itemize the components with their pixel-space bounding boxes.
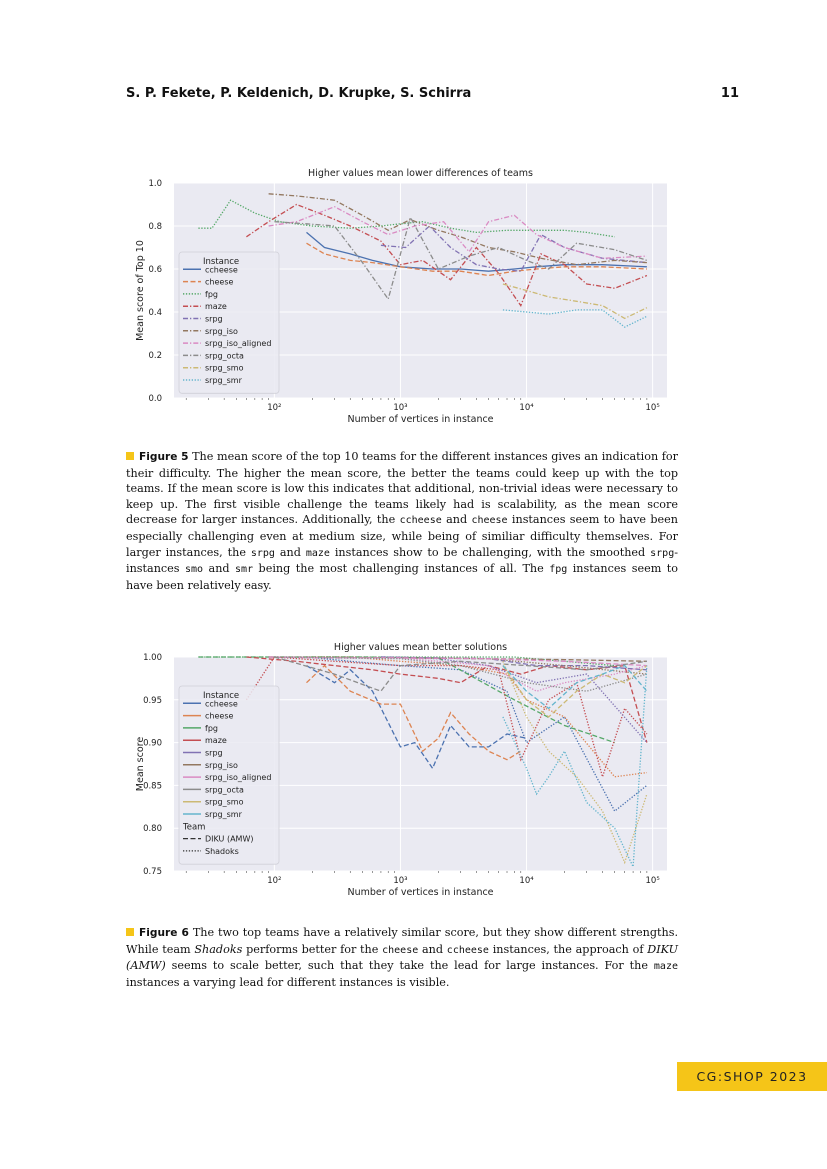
x-tick-label: 10⁵ [645, 876, 660, 886]
legend-entry-srpg_iso: srpg_iso [205, 326, 238, 336]
caption-marker [126, 928, 134, 936]
legend-entry-srpg_iso_aligned: srpg_iso_aligned [205, 773, 272, 783]
legend-entry-srpg_iso_aligned: srpg_iso_aligned [205, 339, 272, 349]
y-tick-label: 0.75 [143, 867, 162, 877]
legend-team-entry: DIKU (AMW) [205, 834, 254, 844]
figure-5-label: Figure 5 [139, 451, 189, 463]
legend-entry-srpg_octa: srpg_octa [205, 785, 244, 795]
legend-entry-srpg_smo: srpg_smo [205, 363, 244, 373]
x-tick-label: 10² [267, 403, 282, 413]
chart-title: Higher values mean better solutions [333, 642, 508, 653]
y-tick-label: 0.90 [143, 738, 162, 749]
legend-entry-cheese: cheese [205, 277, 234, 287]
y-tick-label: 0.4 [148, 308, 162, 318]
y-tick-label: 1.0 [148, 179, 162, 189]
figure-5-caption: Figure 5 The mean score of the top 10 teams for the different instances gives an indication for their difficulty. The higher the mean score, the better the teams could keep up with the top teams. If the mean score is low this indicates that additional, non-trivial ideas were necessary to keep up. The first visible challenge the teams likely had is scalability, as the mean score decrease for larger instances. Additionally, the ccheese and cheese instances seem to have been especially challenging even at medium size, while being of similiar difficulty themselves. For larger instances, the srpg and maze instances show to be challenging, with the smoothed srpg-instances smo and smr being the most challenging instances of all. The fpg instances seem to have been relatively easy. [126, 450, 679, 592]
legend-entry-ccheese: ccheese [205, 699, 238, 709]
legend-entry-srpg_smo: srpg_smo [205, 797, 244, 807]
y-axis-label: Mean score [135, 736, 146, 792]
legend-entry-cheese: cheese [205, 711, 234, 721]
x-tick-label: 10² [267, 876, 282, 886]
legend-entry-srpg: srpg [205, 314, 223, 324]
figure-6-caption: Figure 6 The two top teams have a relatively similar score, but they show different strengths. While team Shadoks performs better for the cheese and ccheese instances, the approach of DIKU (AMW) seems to scale better, such that they take the lead for large instances. For the maze instances a varying lead for different instances is visible. [126, 926, 679, 989]
x-tick-label: 10³ [393, 876, 408, 886]
page-number: 11 [720, 86, 739, 101]
legend-entry-srpg: srpg [205, 748, 223, 758]
y-tick-label: 0.6 [148, 265, 162, 275]
legend-title: Instance [203, 691, 240, 701]
x-axis-label: Number of vertices in instance [347, 887, 494, 898]
y-tick-label: 0.0 [148, 394, 162, 404]
y-tick-label: 0.80 [143, 824, 162, 835]
figure-6-label: Figure 6 [139, 927, 189, 939]
figure-6-chart [118, 634, 678, 904]
y-tick-label: 0.8 [148, 222, 162, 232]
y-axis-label: Mean score of Top 10 [135, 240, 146, 341]
y-tick-label: 0.2 [148, 351, 162, 361]
legend-entry-maze: maze [205, 302, 227, 312]
legend-entry-fpg: fpg [205, 289, 218, 299]
conference-badge: CG:SHOP 2023 [677, 1062, 827, 1091]
legend-entry-srpg_iso: srpg_iso [205, 760, 238, 770]
x-tick-label: 10⁴ [519, 876, 534, 886]
legend-team-entry: Shadoks [205, 846, 239, 856]
caption-marker [126, 452, 134, 460]
figure-5-chart [118, 160, 678, 432]
running-header-authors: S. P. Fekete, P. Keldenich, D. Krupke, S. Schirra [126, 86, 472, 101]
legend-entry-maze: maze [205, 736, 227, 746]
legend-entry-fpg: fpg [205, 723, 218, 733]
x-tick-label: 10⁴ [519, 403, 534, 413]
legend-title: Instance [203, 257, 240, 267]
legend-entry-ccheese: ccheese [205, 265, 238, 275]
legend-entry-srpg_smr: srpg_smr [205, 376, 242, 385]
y-tick-label: 0.85 [143, 781, 162, 792]
legend-entry-srpg_octa: srpg_octa [205, 351, 244, 361]
x-axis-label: Number of vertices in instance [347, 414, 494, 425]
x-tick-label: 10³ [393, 403, 408, 413]
y-tick-label: 1.00 [143, 653, 162, 663]
x-tick-label: 10⁵ [645, 403, 660, 413]
legend-team-title: Team [183, 822, 206, 833]
legend-entry-srpg_smr: srpg_smr [205, 810, 242, 819]
chart-title: Higher values mean lower differences of teams [308, 168, 533, 179]
y-tick-label: 0.95 [143, 695, 162, 706]
